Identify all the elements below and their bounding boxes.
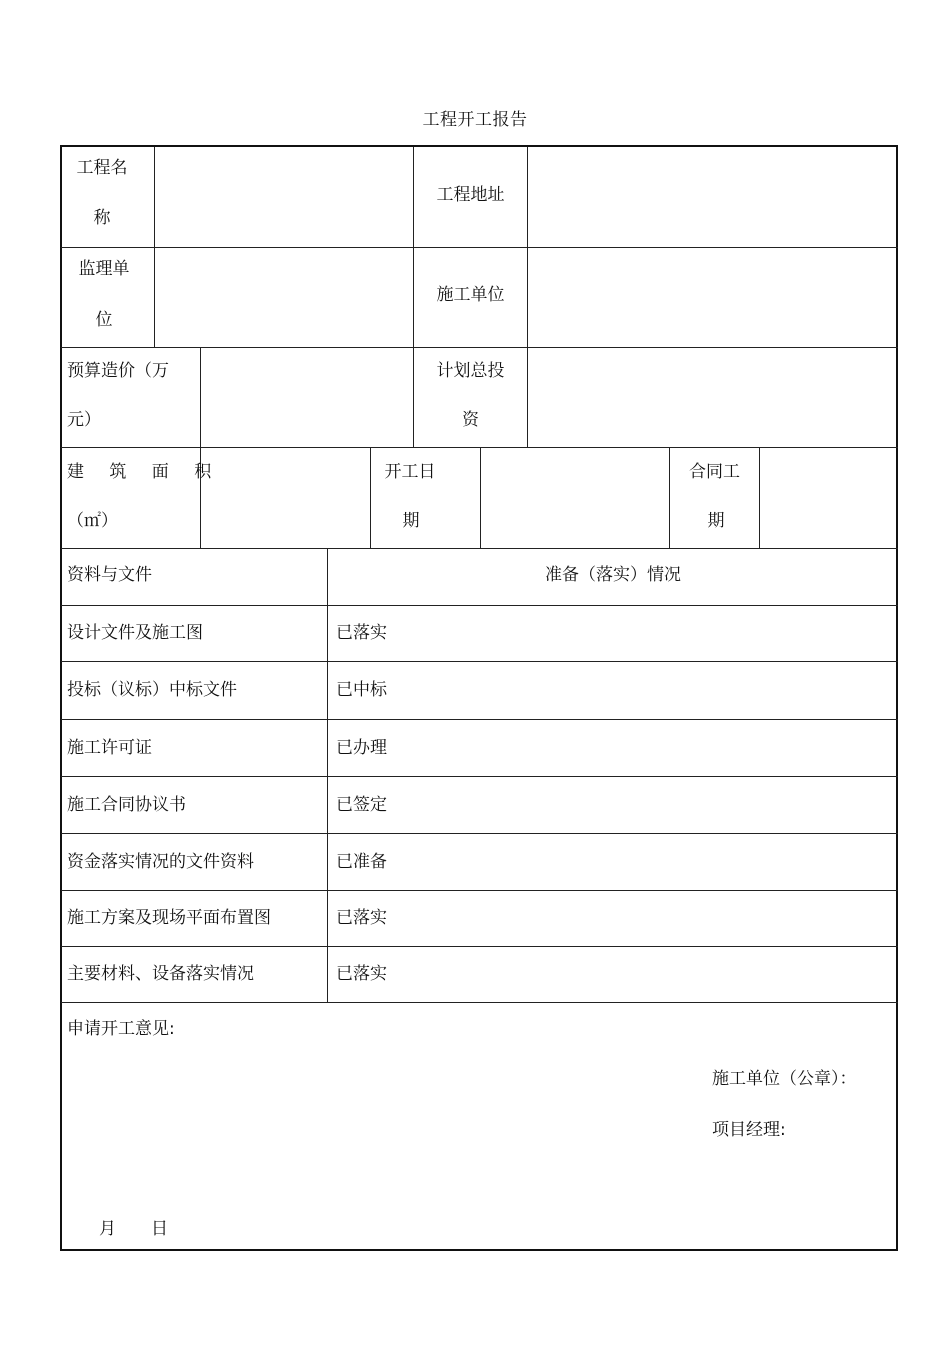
- project-name-label-cont: 称: [93, 208, 111, 228]
- row-divider: [61, 247, 898, 248]
- col-divider: [759, 448, 760, 548]
- page-title: 工程开工报告: [422, 110, 528, 130]
- company-seal-label: 施工单位（公章）：: [712, 1069, 857, 1089]
- doc-name: 主要材料、设备落实情况: [67, 964, 254, 984]
- doc-status: 已准备: [336, 852, 387, 872]
- col-divider: [154, 147, 155, 347]
- col-divider: [200, 347, 201, 548]
- row-divider: [61, 833, 898, 834]
- opinion-label: 申请开工意见:: [67, 1019, 175, 1039]
- day-label: 日: [151, 1219, 168, 1239]
- contract-period-label-cont: 期: [707, 511, 725, 531]
- doc-status: 已落实: [336, 623, 387, 643]
- doc-name: 施工许可证: [67, 738, 152, 758]
- building-area-label: 建 筑 面 积: [67, 462, 222, 482]
- row-divider: [61, 1002, 898, 1003]
- doc-name: 施工方案及现场平面布置图: [67, 908, 271, 928]
- row-divider: [61, 347, 898, 348]
- row-divider: [61, 719, 898, 720]
- project-name-label: 工程名: [76, 158, 128, 178]
- construction-unit-label: 施工单位: [436, 285, 505, 305]
- docs-column-header: 资料与文件: [67, 565, 152, 585]
- doc-status: 已办理: [336, 738, 387, 758]
- contract-period-label: 合同工: [689, 462, 740, 482]
- row-divider: [61, 776, 898, 777]
- project-address-label: 工程地址: [436, 185, 505, 205]
- col-divider: [527, 147, 528, 447]
- doc-status: 已落实: [336, 964, 387, 984]
- doc-status: 已落实: [336, 908, 387, 928]
- doc-status: 已中标: [336, 680, 387, 700]
- doc-name: 设计文件及施工图: [67, 623, 203, 643]
- row-divider: [61, 890, 898, 891]
- row-divider: [61, 946, 898, 947]
- budget-cost-label-cont: 元）: [67, 410, 101, 430]
- col-divider: [480, 448, 481, 548]
- status-column-header: 准备（落实）情况: [545, 565, 681, 585]
- row-divider: [61, 605, 898, 606]
- col-divider: [370, 448, 371, 548]
- building-area-label-cont: （㎡）: [67, 511, 118, 531]
- doc-status: 已签定: [336, 795, 387, 815]
- start-date-label-cont: 期: [402, 511, 420, 531]
- planned-investment-label: 计划总投: [436, 361, 505, 381]
- col-divider: [327, 548, 328, 1002]
- row-divider: [61, 548, 898, 549]
- budget-cost-label: 预算造价（万: [67, 361, 169, 381]
- doc-name: 投标（议标）中标文件: [67, 680, 237, 700]
- doc-name: 资金落实情况的文件资料: [67, 852, 254, 872]
- project-manager-label: 项目经理:: [712, 1120, 786, 1140]
- supervision-unit-label: 监理单: [78, 259, 130, 279]
- start-date-label: 开工日: [384, 462, 436, 482]
- month-label: 月: [99, 1219, 116, 1239]
- planned-investment-label-cont: 资: [462, 410, 479, 430]
- doc-name: 施工合同协议书: [67, 795, 186, 815]
- supervision-unit-label-cont: 位: [95, 310, 113, 330]
- col-divider: [669, 448, 670, 548]
- row-divider: [61, 661, 898, 662]
